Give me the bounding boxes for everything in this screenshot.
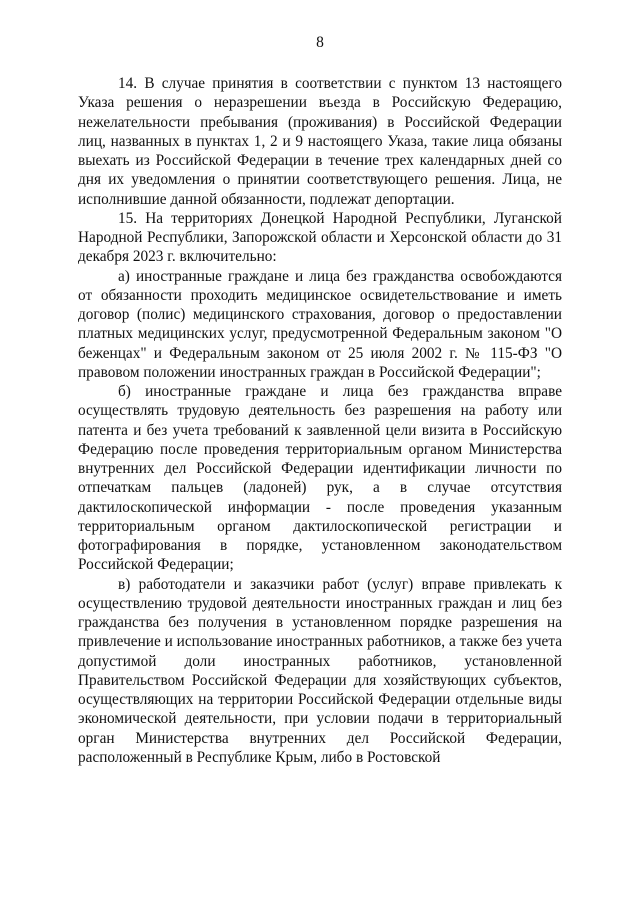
paragraph-15: 15. На территориях Донецкой Народной Республики, Луганской Народной Республики, Запорожской области и Херсонской области до 31 декабря 2023 г. включительно: [78, 209, 562, 266]
page-number: 8 [316, 34, 324, 51]
paragraph-14: 14. В случае принятия в соответствии с пунктом 13 настоящего Указа решения о неразрешении въезда в Российскую Федерацию, нежелательности пребывания (проживания) в Российской Федерации лиц, названных в пунктах 1, 2 и 9 настоящего Указа, такие лица обязаны выехать из Российской Федерации в течение трех календарных дней со дня их уведомления о принятии соответствующего решения. Лица, не исполнившие данной обязанности, подлежат депортации. [78, 75, 562, 208]
paragraph-15-v: в) работодатели и заказчики работ (услуг) вправе привлекать к осуществлению трудовой деятельности иностранных граждан и лиц без гражданства без получения в установленном порядке разрешения на привлечение и использование иностранных работников, а также без учета допустимой доли иностранных работников, установленной Правительством Российской Федерации для хозяйствующих субъектов, осуществляющих на территории Российской Федерации отдельные виды экономической деятельности, при условии подачи в территориальный орган Министерства внутренних дел Российской Федерации, расположенный в Республике Крым, либо в Ростовской [78, 575, 562, 766]
paragraph-15-b: б) иностранные граждане и лица без гражданства вправе осуществлять трудовую деятельность без разрешения на работу или патента и без учета требований к заявленной цели визита в Российскую Федерацию после проведения территориальным органом Министерства внутренних дел Российской Федерации идентификации личности по отпечаткам пальцев (ладоней) рук, а в случае отсутствия дактилоскопической информации - после проведения указанным территориальным органом дактилоскопической регистрации и фотографирования в порядке, установленном законодательством Российской Федерации; [78, 383, 562, 574]
paragraph-15-a: а) иностранные граждане и лица без гражданства освобождаются от обязанности проходить медицинское освидетельствование и иметь договор (полис) медицинского страхования, договор о предоставлении платных медицинских услуг, предусмотренной Федеральным законом "О беженцах" и Федеральным законом от 25 июля 2002 г. № 115-ФЗ "О правовом положении иностранных граждан в Российской Федерации"; [78, 267, 562, 381]
document-body [78, 74, 562, 767]
